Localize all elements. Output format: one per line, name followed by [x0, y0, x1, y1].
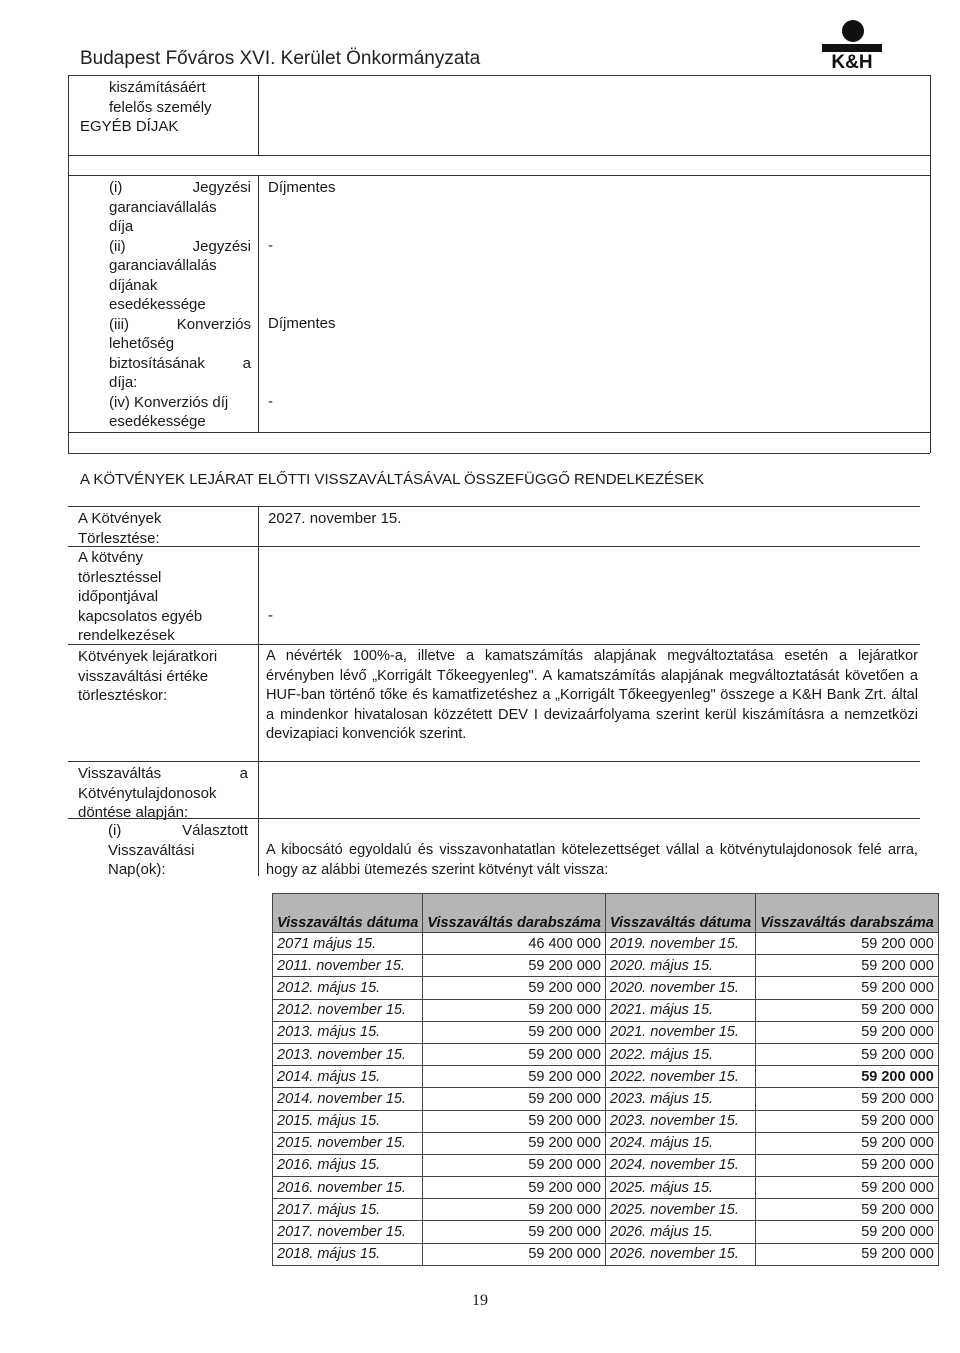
other-provisions-value: - [268, 607, 273, 624]
fee-value-guarantee: Díjmentes [268, 179, 336, 196]
header-count-1: Visszaváltás darabszáma [423, 894, 606, 933]
logo-dot-icon [842, 20, 864, 42]
redemption-count-cell: 59 200 000 [423, 1021, 606, 1043]
redemption-date-cell: 2015. november 15. [273, 1132, 423, 1154]
fee-label-text: (i) [109, 179, 123, 196]
grid-line [258, 75, 259, 155]
maturity-value-label: Kötvények lejáratkori visszaváltási értéke törlesztéskor: [78, 648, 218, 704]
redemption-date-cell: 2014. május 15. [273, 1066, 423, 1088]
redemption-date-cell: 2018. május 15. [273, 1243, 423, 1265]
redemption-date-cell: 2017. május 15. [273, 1199, 423, 1221]
fee-value-conversion: Díjmentes [268, 315, 336, 332]
redemption-count-cell: 59 200 000 [423, 1110, 606, 1132]
grid-line [68, 75, 930, 76]
grid-line [68, 175, 930, 176]
logo-text: K&H [831, 52, 873, 73]
table-row [273, 1177, 939, 1199]
other-fees-heading: EGYÉB DÍJAK [80, 118, 179, 135]
grid-line [930, 75, 931, 453]
redemption-date-cell: 2014. november 15. [273, 1088, 423, 1110]
redemption-date-cell: 2024. május 15. [605, 1132, 755, 1154]
redemption-count-cell: 59 200 000 [756, 1043, 939, 1065]
redemption-count-cell: 59 200 000 [423, 999, 606, 1021]
redemption-schedule-table [272, 893, 939, 1266]
table-row [273, 955, 939, 977]
header-date-1: Visszaváltás dátuma [273, 894, 423, 933]
chosen-redemption-days-label: (i) Választott Visszaváltási Nap(ok): [108, 822, 248, 878]
redemption-date-cell: 2025. november 15. [605, 1199, 755, 1221]
redemption-date-cell: 2013. november 15. [273, 1043, 423, 1065]
responsible-person-label: kiszámításáért felelős személy [109, 79, 212, 116]
table-row [273, 1221, 939, 1243]
redemption-date-cell: 2020. május 15. [605, 955, 755, 977]
redemption-date-cell: 2023. november 15. [605, 1110, 755, 1132]
table-row [273, 1243, 939, 1265]
redemption-date-cell: 2012. november 15. [273, 999, 423, 1021]
table-row [273, 1088, 939, 1110]
table-row [273, 1110, 939, 1132]
redemption-date-cell: 2071 május 15. [273, 933, 423, 955]
redemption-count-cell: 59 200 000 [756, 999, 939, 1021]
grid-line [68, 453, 930, 454]
redemption-date-cell: 2015. május 15. [273, 1110, 423, 1132]
redemption-count-cell: 59 200 000 [423, 1088, 606, 1110]
redemption-count-cell: 59 200 000 [756, 1221, 939, 1243]
redemption-date-cell: 2012. május 15. [273, 977, 423, 999]
redemption-count-cell: 59 200 000 [756, 1199, 939, 1221]
redemption-date-cell: 2022. május 15. [605, 1043, 755, 1065]
redemption-count-cell: 59 200 000 [423, 1132, 606, 1154]
other-provisions-label: A kötvény törlesztéssel időpontjával kapcsolatos egyéb rendelkezések [78, 549, 203, 644]
fee-value-guarantee-due: - [268, 237, 273, 254]
redemption-count-cell: 59 200 000 [756, 1154, 939, 1176]
redemption-count-cell: 59 200 000 [423, 1243, 606, 1265]
redemption-count-cell: 59 200 000 [756, 1110, 939, 1132]
redemption-count-cell: 59 200 000 [423, 1154, 606, 1176]
table-row [273, 933, 939, 955]
redemption-count-cell: 59 200 000 [423, 1221, 606, 1243]
redemption-date-cell: 2026. november 15. [605, 1243, 755, 1265]
section-title: A KÖTVÉNYEK LEJÁRAT ELŐTTI VISSZAVÁLTÁSÁVAL ÖSSZEFÜGGŐ RENDELKEZÉSEK [80, 471, 705, 488]
redemption-date-cell: 2022. november 15. [605, 1066, 755, 1088]
fee-label-text: Jegyzési [192, 179, 251, 196]
maturity-value-text: A névérték 100%-a, illetve a kamatszámítás alapjának megváltoztatása esetén a lejáratkor érvényben lévő „Korrigált Tőkeegyenleg". A kamatszámítás alapjának megváltoztatását követően a HUF-ban történő tőke és kamatfizetéshez a „Korrigált Tőkeegyenleg" összege a K&H Bank Zrt. által a mindenkor hivatalosan közzétett DEV I devizaárfolyama szerint kerül kiszámításra a nemzetközi devizapiaci konvenciók szerint. [266, 648, 918, 742]
redemption-count-cell: 59 200 000 [756, 1066, 939, 1088]
fee-value-conversion-due: - [268, 393, 273, 410]
redemption-date-cell: 2016. november 15. [273, 1177, 423, 1199]
redemption-date-cell: 2020. november 15. [605, 977, 755, 999]
kh-bank-logo [816, 12, 888, 72]
table-row [273, 1021, 939, 1043]
redemption-count-cell: 59 200 000 [756, 1088, 939, 1110]
redemption-count-cell: 59 200 000 [756, 955, 939, 977]
table-row [273, 977, 939, 999]
page-number: 19 [472, 1292, 488, 1309]
redemption-count-cell: 59 200 000 [423, 1199, 606, 1221]
redemption-date-cell: 2021. május 15. [605, 999, 755, 1021]
redemption-date-cell: 2017. november 15. [273, 1221, 423, 1243]
redemption-count-cell: 46 400 000 [423, 933, 606, 955]
redemption-count-cell: 59 200 000 [756, 977, 939, 999]
redemption-count-cell: 59 200 000 [756, 933, 939, 955]
redemption-label: A Kötvények Törlesztése: [78, 510, 162, 547]
grid-line [68, 761, 920, 762]
holder-decision-label: Visszaváltás a Kötvénytulajdonosok döntése alapján: [78, 765, 248, 821]
redemption-count-cell: 59 200 000 [423, 1066, 606, 1088]
grid-line [258, 175, 259, 432]
redemption-date-cell: 2026. május 15. [605, 1221, 755, 1243]
grid-line [258, 506, 259, 876]
table-row [273, 1132, 939, 1154]
redemption-date-cell: 2025. május 15. [605, 1177, 755, 1199]
chosen-redemption-days-value: A kibocsátó egyoldalú és visszavonhatatlan kötelezettséget vállal a kötvénytulajdonosok felé arra, hogy az alábbi ütemezés szerint kötvényt vált vissza: [266, 842, 918, 878]
table-header-row [273, 894, 939, 933]
redemption-date-cell: 2024. november 15. [605, 1154, 755, 1176]
grid-line [68, 506, 920, 507]
redemption-date-cell: 2021. november 15. [605, 1021, 755, 1043]
table-body [273, 933, 939, 1266]
redemption-date-value: 2027. november 15. [268, 510, 402, 527]
header-date-2: Visszaváltás dátuma [605, 894, 755, 933]
fee-label-guarantee: (i) Jegyzési garanciavállalás díja (ii) Jegyzési garanciavállalás díjának esedékessége (iii) Konverziós lehetőség biztosításának a díja: (iv) Konverziós díj esedékessége [109, 179, 251, 430]
redemption-count-cell: 59 200 000 [756, 1243, 939, 1265]
redemption-date-cell: 2011. november 15. [273, 955, 423, 977]
table-row [273, 1199, 939, 1221]
redemption-date-cell: 2013. május 15. [273, 1021, 423, 1043]
redemption-count-cell: 59 200 000 [756, 1021, 939, 1043]
header-count-2: Visszaváltás darabszáma [756, 894, 939, 933]
table-row [273, 999, 939, 1021]
table-row [273, 1066, 939, 1088]
redemption-count-cell: 59 200 000 [423, 1177, 606, 1199]
grid-line [68, 75, 69, 453]
table-row [273, 1043, 939, 1065]
grid-line [68, 155, 930, 156]
grid-line [68, 432, 930, 433]
redemption-count-cell: 59 200 000 [756, 1177, 939, 1199]
logo-bar-icon [822, 44, 882, 52]
redemption-count-cell: 59 200 000 [756, 1132, 939, 1154]
redemption-date-cell: 2023. május 15. [605, 1088, 755, 1110]
redemption-count-cell: 59 200 000 [423, 977, 606, 999]
redemption-count-cell: 59 200 000 [423, 1043, 606, 1065]
grid-line [68, 546, 920, 547]
table-row [273, 1154, 939, 1176]
redemption-date-cell: 2019. november 15. [605, 933, 755, 955]
document-header-title: Budapest Főváros XVI. Kerület Önkormányzata [80, 48, 481, 69]
redemption-date-cell: 2016. május 15. [273, 1154, 423, 1176]
redemption-count-cell: 59 200 000 [423, 955, 606, 977]
